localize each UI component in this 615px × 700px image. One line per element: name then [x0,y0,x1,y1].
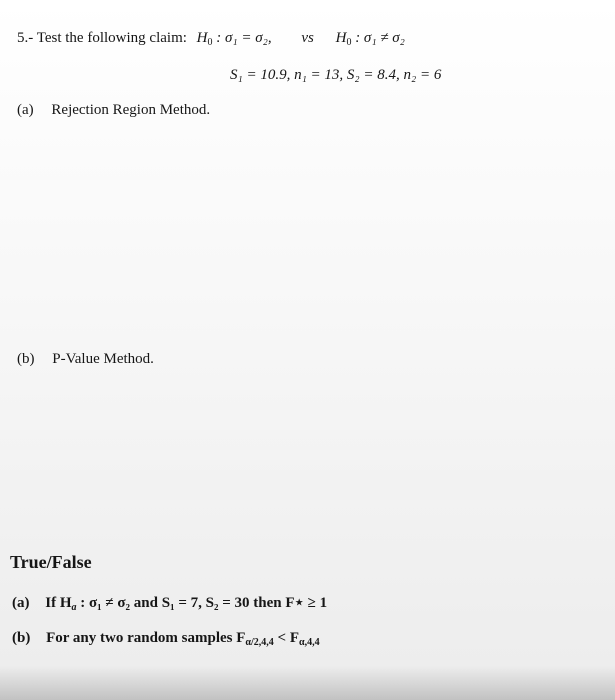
part-b-text: P-Value Method. [52,351,154,367]
alternative-hypothesis-symbol: H [335,30,347,46]
versus-label: vs [301,30,314,46]
true-false-heading: True/False [10,552,92,572]
part-b [17,351,154,368]
page-shadow [0,666,615,700]
part-a-text: Rejection Region Method. [51,102,211,118]
true-false-b-subscript-1: α/2,4,4 [245,637,274,648]
true-false-b-prefix: For any two random samples F [46,630,246,646]
problem-statement [17,30,405,48]
true-false-a-subscript: a [71,602,77,613]
true-false-a-label: (a) [12,595,30,611]
true-false-item-a [12,593,327,613]
alternative-hypothesis [336,30,405,46]
null-hypothesis [197,30,272,46]
part-a-label: (a) [17,102,34,118]
true-false-a-statement: : σ₁ ≠ σ₂ and S₁ = 7, S₂ = 30 then F⋆ ≥ 1 [80,595,328,611]
part-b-label: (b) [17,351,35,367]
null-hypothesis-relation: : σ₁ = σ₂, [216,30,272,46]
true-false-b-text [46,630,319,646]
given-values: S₁ = 10.9, n₁ = 13, S₂ = 8.4, n₂ = 6 [230,67,442,83]
true-false-b-label: (b) [12,630,31,646]
alternative-hypothesis-relation: : σ₁ ≠ σ₂ [355,30,405,46]
problem-number: 5.- [17,30,34,46]
alternative-hypothesis-subscript: 0 [346,37,352,48]
problem-instruction: Test the following claim: [36,30,187,46]
true-false-a-text [45,595,327,611]
null-hypothesis-subscript: 0 [207,37,213,48]
true-false-b-comparison: < F [273,630,299,646]
null-hypothesis-symbol: H [196,30,208,46]
true-false-b-subscript-2: α,4,4 [298,637,320,648]
true-false-item-b [12,630,320,648]
true-false-a-prefix: If H [45,595,72,611]
part-a [17,102,210,119]
